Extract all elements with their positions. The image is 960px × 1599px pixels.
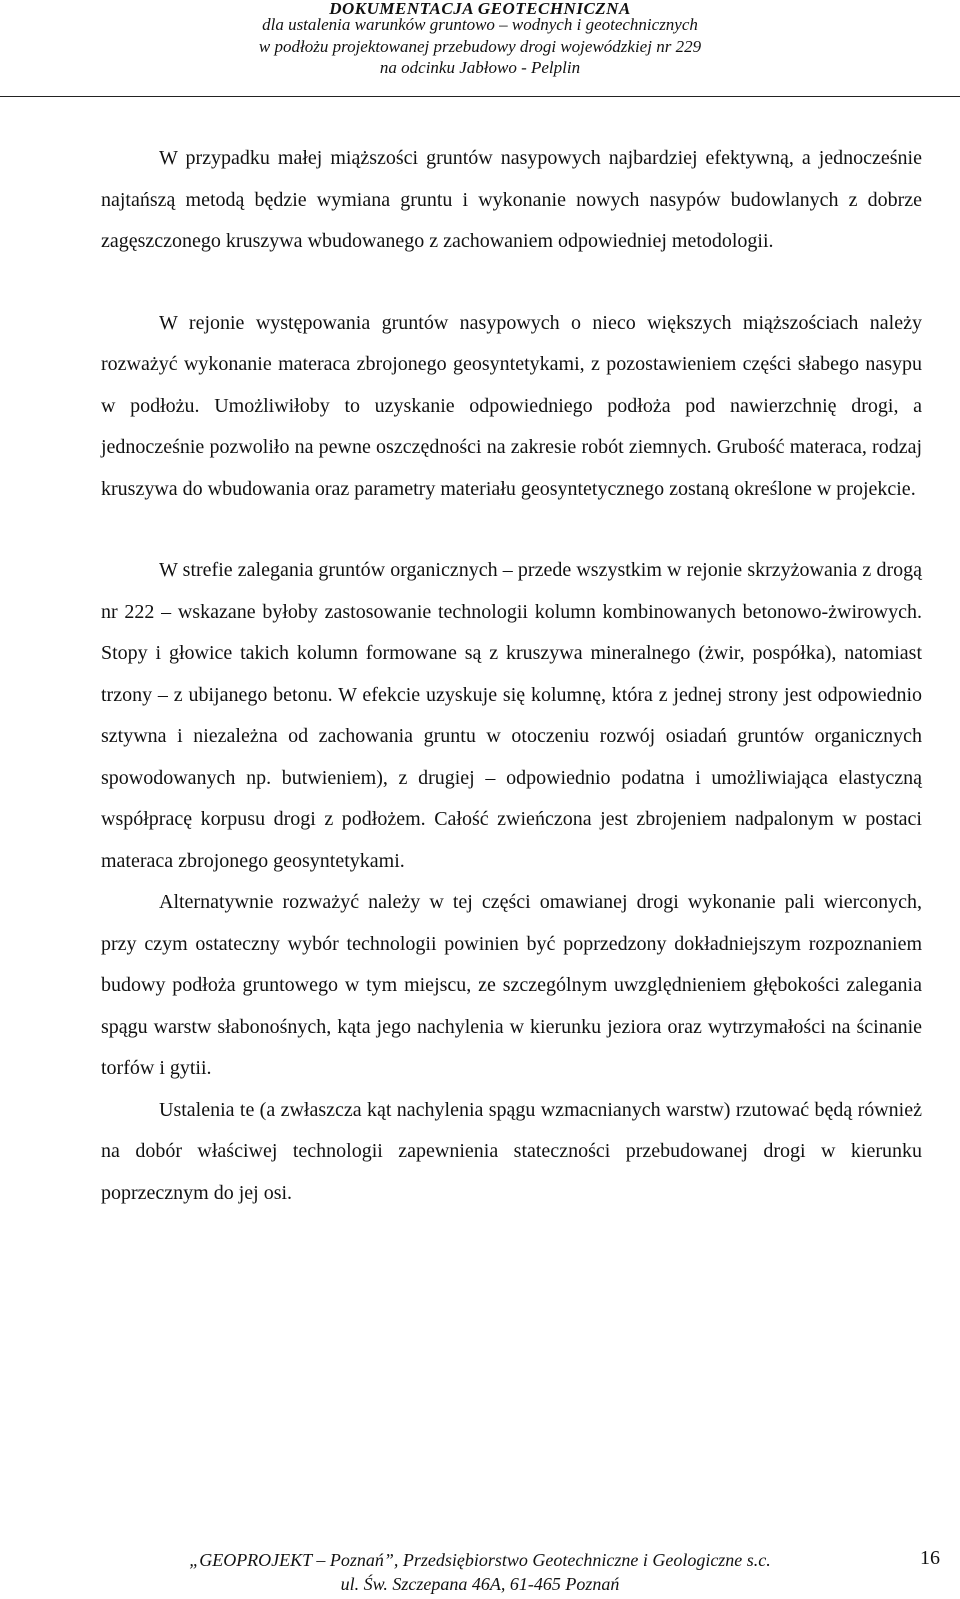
paragraph-4: Alternatywnie rozważyć należy w tej części omawianej drogi wykonanie pali wierconych, przy czym ostateczny wybór technologii powinien być poprzedzony dokładniejszym rozpoznaniem budowy podłoża gruntowego w tym miejscu, ze szczególnym uwzględnieniem głębokości zalegania spągu warstw słabonośnych, kąta jego nachylenia w kierunku jeziora oraz wytrzymałości na ścinanie torfów i gytii. xyxy=(101,891,922,1079)
header-divider xyxy=(0,96,960,97)
header-line-2: w podłożu projektowanej przebudowy drogi wojewódzkiej nr 229 xyxy=(258,36,702,56)
footer-address: ul. Św. Szczepana 46A, 61-465 Poznań xyxy=(340,1574,620,1594)
header-line-1: dla ustalenia warunków gruntowo – wodnych i geotechnicznych xyxy=(262,15,698,34)
paragraph-5: Ustalenia te (a zwłaszcza kąt nachylenia spągu wzmacnianych warstw) rzutować będą również na dobór właściwej technologii zapewnienia stateczności przebudowanej drogi w kierunku poprzecznym do jej osi. xyxy=(101,1098,922,1204)
document-body xyxy=(101,138,922,1214)
header-title: DOKUMENTACJA GEOTECHNICZNA xyxy=(329,0,631,14)
header-line-3: na odcinku Jabłowo - Pelplin xyxy=(379,58,581,77)
footer-company: „GEOPROJEKT – Poznań”, Przedsiębiorstwo Geotechniczne i Geologiczne s.c. xyxy=(189,1550,771,1570)
paragraph-2: W rejonie występowania gruntów nasypowych o nieco większych miąższościach należy rozważyć wykonanie materaca zbrojonego geosyntetykami, z pozostawieniem części słabego nasypu w podłożu. Umożliwiłoby to uzyskanie odpowiedniego podłoża pod nawierzchnię drogi, a jednocześnie pozwoliło na pewne oszczędności na zakresie robót ziemnych. Grubość materaca, rodzaj kruszywa do wbudowania oraz parametry materiału geosyntetycznego zostaną określone w projekcie. xyxy=(101,311,922,500)
page-number: 16 xyxy=(920,1547,940,1569)
paragraph-1: W przypadku małej miąższości gruntów nasypowych najbardziej efektywną, a jednocześnie najtańszą metodą będzie wymiana gruntu i wykonanie nowych nasypów budowlanych z dobrze zagęszczonego kruszywa wbudowanego z zachowaniem odpowiedniej metodologii. xyxy=(101,147,922,252)
page-footer xyxy=(0,1548,960,1596)
paragraph-3: W strefie zalegania gruntów organicznych – przede wszystkim w rejonie skrzyżowania z drogą nr 222 – wskazane byłoby zastosowanie technologii kolumn kombinowanych betonowo-żwirowych. Stopy i głowice takich kolumn formowane są z kruszywa mineralnego (żwir, pospółka), natomiast trzony – z ubijanego betonu. W efekcie uzyskuje się kolumnę, która z jednej strony jest odpowiednio sztywna i niezależna od zachowania gruntu w otoczeniu rozwój osiadań gruntów organicznych spowodowanych np. butwieniem), z drugiej – odpowiednio podatna i umożliwiająca elastyczną współpracę korpusu drogi z podłożem. Całość zwieńczona jest zbrojeniem nadpalonym w postaci materaca zbrojonego geosyntetykami. xyxy=(101,559,922,872)
page-header xyxy=(0,0,960,79)
